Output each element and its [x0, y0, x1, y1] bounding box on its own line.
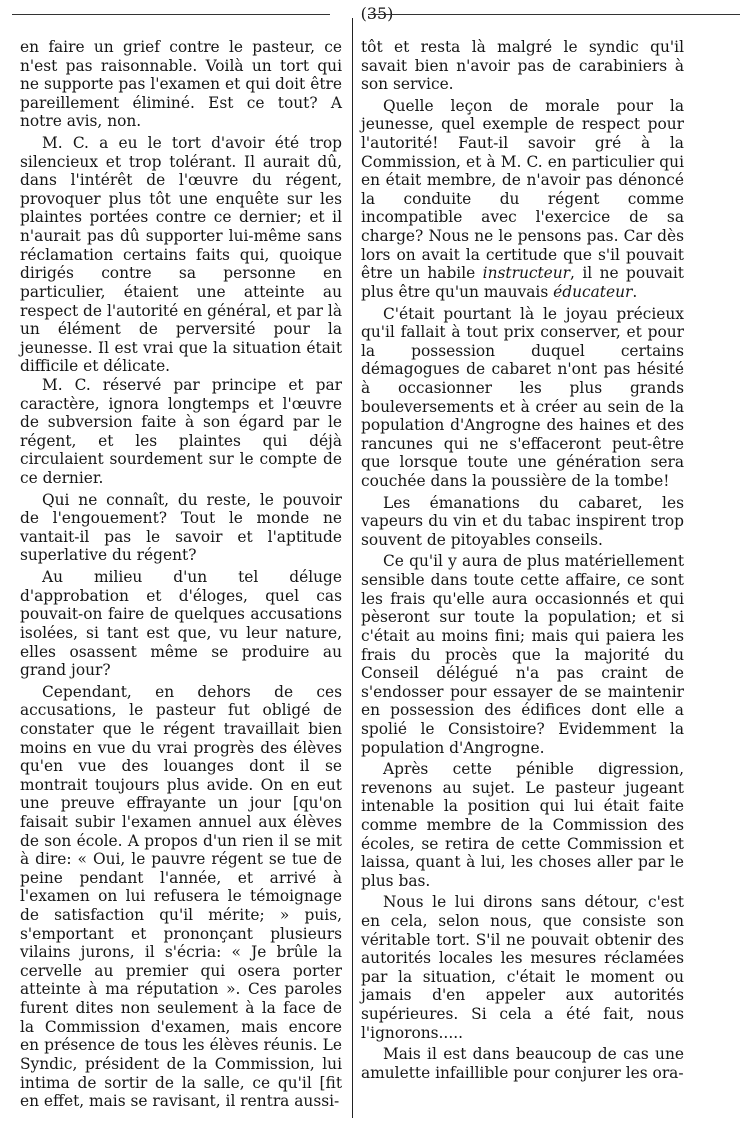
paragraph: M. C. a eu le tort d'avoir été trop silencieux et trop tolérant. Il aurait dû, dans l'intérêt de l'œuvre du régent, provoquer plus tôt une enquête sur les plaintes portées contre ce dernier; et il n'aurait pas dû supporter lui-même sans réclamation certains faits qui, quoique dirigés contre sa personne en particulier, étaient une atteinte au respect de l'autorité en général, et par là un élément de perversité pour la jeunesse. Il est vrai que la situation était difficile et délicate. — [20, 134, 342, 376]
paragraph: tôt et resta là malgré le syndic qu'il savait bien n'avoir pas de carabiniers à son service. — [361, 38, 684, 94]
paragraph: Au milieu d'un tel déluge d'approbation et d'éloges, quel cas pouvait-on faire de quelques accusations isolées, si tant est que, vu leur nature, elles osassent même se produire au grand jour? — [20, 568, 342, 680]
paragraph: Les émanations du cabaret, les vapeurs du vin et du tabac inspirent trop souvent de pitoyables conseils. — [361, 493, 684, 549]
paragraph: Après cette pénible digression, revenons au sujet. Le pasteur jugeant intenable la position qui lui était faite comme membre de la Commission des écoles, se retira de cette Commission et laissa, quant à lui, les choses aller par le plus bas. — [361, 760, 684, 890]
paragraph: en faire un grief contre le pasteur, ce n'est pas raisonnable. Voilà un tort qui ne supporte pas l'examen et qui doit être pareillement éliminé. Est ce tout? A notre avis, non. — [20, 38, 342, 131]
paragraph-text: , il ne pouvait plus être qu'un mauvais — [361, 264, 684, 301]
paragraph — [361, 97, 684, 302]
paragraph: Mais il est dans beaucoup de cas une amulette infaillible pour conjurer les ora- — [361, 1045, 684, 1082]
emphasis-text: instructeur — [482, 264, 571, 283]
paragraph: Qui ne connaît, du reste, le pouvoir de l'engouement? Tout le monde ne vantait-il pas le savoir et l'aptitude superlative du régent? — [20, 490, 342, 565]
emphasis-text: éducateur — [553, 282, 633, 301]
paragraph: C'était pourtant là le joyau précieux qu'il fallait à tout prix conserver, et pour la possession duquel certains démagogues de cabaret n'ont pas hésité à occasionner les plus grands bouleversements et à créer au sein de la population d'Angrogne des haines et des rancunes qui ne s'effaceront peut-être que lorsque toute une génération sera couchée dans la poussière de la tombe! — [361, 304, 684, 491]
paragraph: Ce qu'il y aura de plus matériellement sensible dans toute cette affaire, ce sont les frais qu'elle aura occasionnés et qui pèseront sur toute la population; et si c'était au moins fini; mais qui paiera les frais du procès que la majorité du Conseil délégué n'a pas craint de s'endosser pour essayer de se maintenir en possession des édifices dont elle a spolié le Consistoire? Evidemment la population d'Angrogne. — [361, 552, 684, 757]
page-number: (35) — [360, 4, 394, 23]
header-rule-right — [368, 14, 740, 15]
paragraph: Cependant, en dehors de ces accusations, le pasteur fut obligé de constater que le régent travaillait bien moins en vue du vrai progrès des élèves qu'en vue des louanges dont il se montrait toujours plus avide. On en eut une preuve effrayante un jour [qu'on faisait subir l'examen annuel aux élèves de son école. A propos d'un rien il se mit à dire: « Oui, le pauvre régent se tue de peine pendant l'année, et arrivé à l'examen on lui refusera le témoignage de satisfaction qu'il mérite; » puis, s'emportant et prononçant plusieurs vilains jurons, il s'écria: « Je brûle la cervelle au premier qui osera porter atteinte à ma réputation ». Ces paroles furent dites non seulement à la face de la Commission d'examen, mais encore en présence de tous les élèves réunis. Le Syndic, président de la Commission, lui intima de sortir de la salle, ce qu'il [fit en effet, mais se ravisant, il rentra aussi- — [20, 682, 342, 1111]
paragraph-text: Quelle leçon de morale pour la jeunesse, quel exemple de respect pour l'autorité! Faut-il savoir gré à la Commission, et à M. C. en particulier qui en était membre, de n'avoir pas dénoncé la conduite du régent comme incompatible avec l'exercice de sa charge? Nous ne le pensons pas. Car dès lors on avait la certitude que s'il pouvait être un habile — [361, 96, 684, 283]
paragraph: M. C. réservé par principe et par caractère, ignora longtemps et l'œuvre de subversion faite à son égard par le régent, et les plaintes qui déjà circulaient sourdement sur le compte de ce dernier. — [20, 375, 342, 488]
paragraph: Nous le lui dirons sans détour, c'est en cela, selon nous, que consiste son véritable tort. S'il ne pouvait obtenir des autorités locales les mesures réclamées par la situation, c'était le moment ou jamais d'en appeler aux autorités supérieures. Si cela a été fait, nous l'ignorons..... — [361, 893, 684, 1042]
column-divider — [352, 18, 353, 1118]
right-column — [361, 38, 684, 1083]
left-column — [20, 38, 342, 1111]
paragraph-text: . — [632, 282, 638, 301]
